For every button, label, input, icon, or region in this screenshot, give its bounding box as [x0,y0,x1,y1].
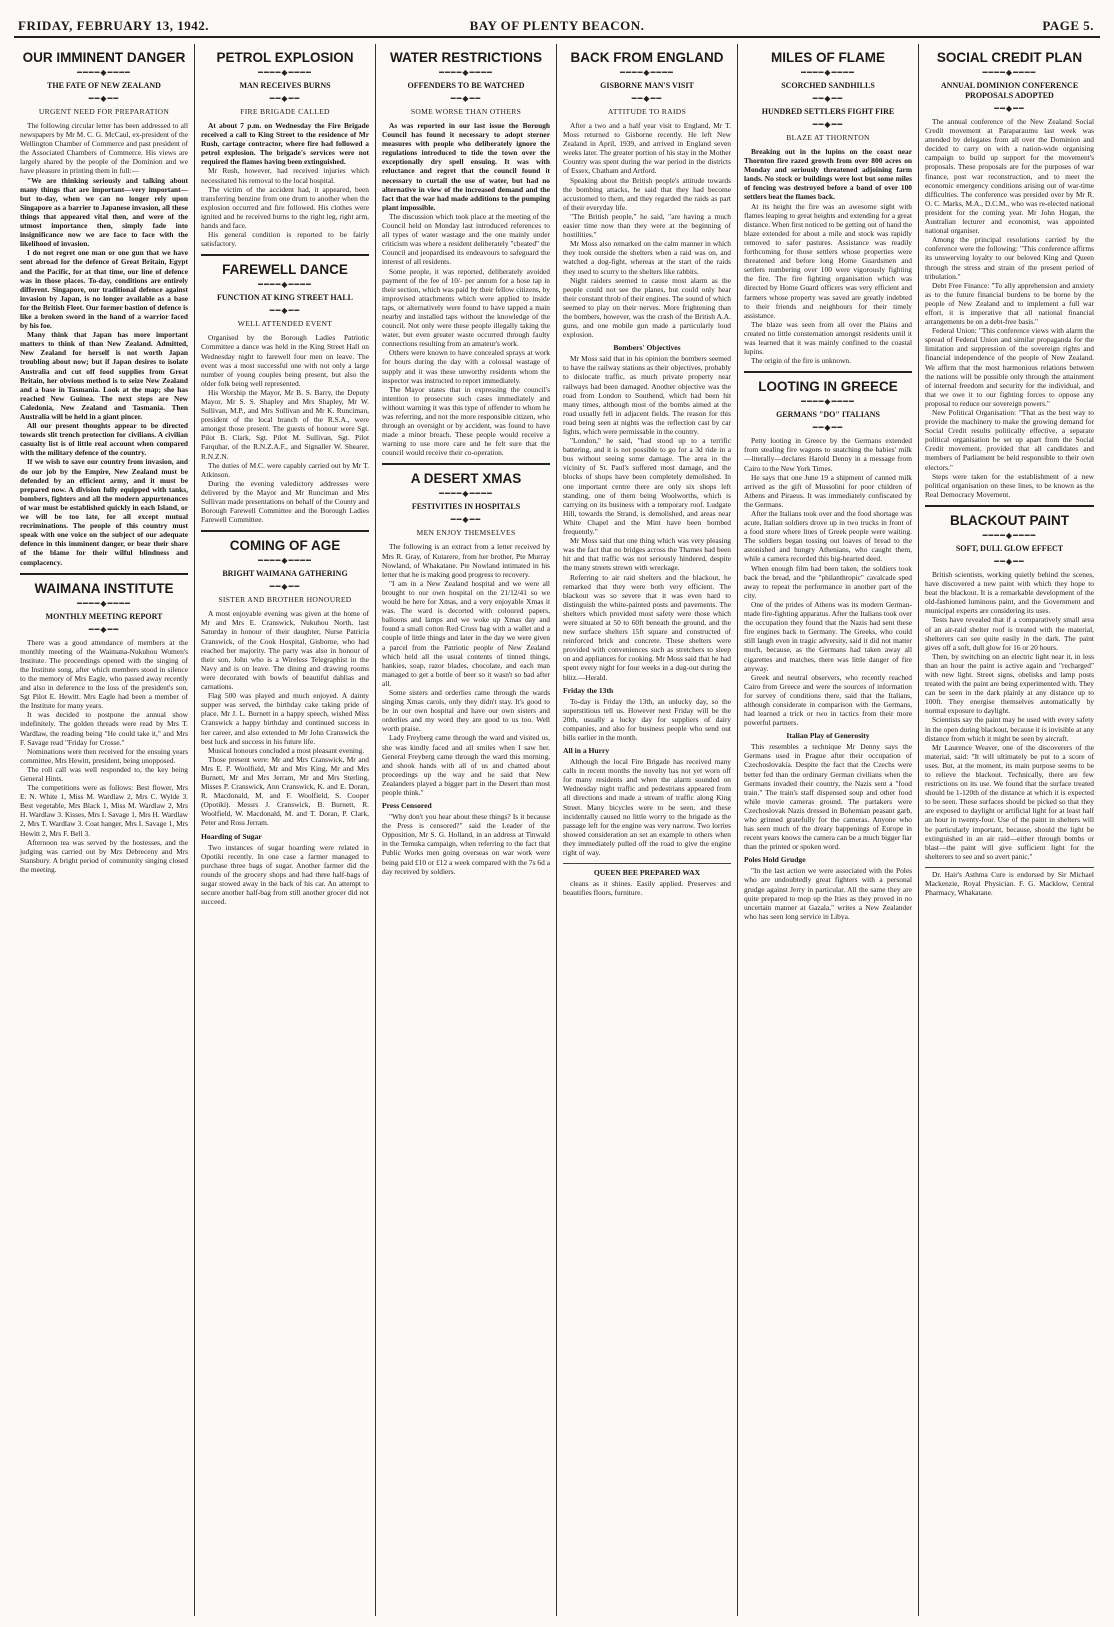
headline: BLACKOUT PAINT [950,512,1069,528]
column-3 [376,44,557,1616]
paragraph: Others were known to have concealed sprays at work for hours during the day with a colossal wastage of supply and it was these unworthy residents whom the inspector was instructed to report immediately. [382,348,550,385]
paragraph: Flag 500 was played and much enjoyed. A dainty supper was served, the birthday cake taking pride of place. Mr J. L. Burnett in a happy speech, wished Miss Cranswick a happy birthday and continued success in her career, and also extended to Mr John Cranswick the best luck and success in his future life. [201,691,369,746]
subheadline: MONTHLY MEETING REPORT [45,611,163,621]
headline: COMING OF AGE [229,538,341,554]
headline: WAIMANA INSTITUTE [34,580,174,596]
article-desert-xmas [382,471,550,797]
paragraph: Mr Moss said that one thing which was very pleasing was the fact that no bridges across the Thames had been hit and that traffic was not seriously hindered, despite the many streets strewn with wreckage. [563,536,731,573]
paragraph: During the evening valedictory addresses were delivered by the Mayor and Mr Runciman and Mrs Sullivan made presentations on behalf of the County and Borough Farewell Committee and the Borough Ladies Farewell Committee. [201,478,369,525]
section-heading: Hoarding of Sugar [201,831,262,841]
headline: A DESERT XMAS [410,471,522,487]
column-5 [738,44,919,1616]
subheadline: FUNCTION AT KING STREET HALL [216,293,354,303]
ornament-divider: ━━━━◆━━━━ [439,489,493,499]
paragraph: British scientists, working quietly behind the scenes, have discovered a new paint with which they hope to beat the blackout. It is a remarkable development of the old-fashioned luminous paint, and the Government and municipal experts are considering its uses. [925,569,1094,616]
paragraph: "The British people," he said, "are having a much easier time now than they were at the beginning of hostilities." [563,211,731,240]
ornament-divider: ━━◆━━ [450,515,482,525]
section-rule [563,863,731,864]
paragraph: Debt Free Finance: "To ally apprehension and anxiety as to the future financial burdens to be borne by the people of New Zealand and to implement a full war effort, it is imperative that all national financial arrangements be on a debt-free basis." [925,280,1094,327]
headline: WATER RESTRICTIONS [389,50,542,65]
column-1 [14,44,195,1616]
newspaper-title: BAY OF PLENTY BEACON. [469,18,645,33]
paragraph: A most enjoyable evening was given at the home of Mr and Mrs E. Cranswick, Nukuhou North, last Saturday in honour of their daughter, Nurse Patricia Cranswick, of the Cook Hospital, Gisborne, who had reached her majority. The party was also in honour of their son, John who is a Wireless Telegraphist in the Navy and is on leave. The dining and drawing rooms were decorated with bowls of beautiful dahlias and carnations. [201,609,369,692]
subheadline: GERMANS "DO" ITALIANS [776,410,880,420]
columns [14,44,1100,1616]
paragraph: The duties of M.C. were capably carried out by Mr T. Atkinson. [201,460,369,479]
paragraph: Greek and neutral observers, who recently reached Cairo from Greece and were the sources of information for survey of conditions there, said that the Italians, although considerate in comparison with the Germans, had learned a trick or two in tactics from their more powerful partners. [744,672,912,728]
paragraph: The roll call was well responded to, the key being General Hints. [20,764,188,783]
article-waimana-institute [20,581,188,874]
paragraph: After the Italians took over and the food shortage was acute, Italian soldiers drove up in two trucks in front of a food store where lines of Greek people were waiting. The soldiers began tossing out loaves of bread to the astonished and hungry Athenians, who caught them, while a camera recorded this big-hearted deed. [744,509,912,564]
ornament-divider: ━━◆━━ [269,94,301,103]
paragraph: Mr Laurence Weaver, one of the discoverers of the material, said: "It will ultimately be put to a score of uses. But, at the moment, its main purpose seems to be to relieve the blackout. Technically, there are few restrictions on its use. We found that the surface treated should be 1-120th of the distance at which it is expected to be seen. These surfaces should be picked so that they are exposed to daylight or artificial light for at least half an hour in twenty-four. Use of the paint in shelters will be particularly important, because, should the light be extinguished in an air raid—either through bombs or blast—the paint will give sufficient light for the shelterers to see and so avert panic." [925,742,1094,861]
subheadline-2: FIRE BRIGADE CALLED [240,107,330,116]
ornament-divider: ━━◆━━ [812,423,844,433]
ornament-divider: ━━━━◆━━━━ [77,598,131,608]
subheadline: BRIGHT WAIMANA GATHERING [222,569,348,579]
paragraph: One of the prides of Athens was its modern German-made fire-fighting apparatus. After the Italians took over the occupation they found that the Nazis had sent these fire engines back to Germany. The Greeks, who could still laugh even in tragic adversity, said it did not matter much, because, as the Germans had taken away all cigarettes and matches, there was little danger of fire anyway. [744,599,912,673]
subheadline-2: SISTER AND BROTHER HONOURED [218,595,352,605]
paragraph: The Mayor states that in expressing the council's intention to prosecute such cases immediately and without warning it was this type of offender to whom he was referring, and not the more responsible citizen, who through an oversight or by accident, was found to have made a minor breach. These people would receive a warning to use more care and he felt sure that the council would receive their co-operation. [382,384,550,458]
subheadline-2: BLAZE AT THORNTON [786,133,870,142]
paragraph: Steps were taken for the establishment of a new political organisation on these lines, to be known as the Real Democracy Movement. [925,471,1094,499]
article-coming-of-age [201,538,369,827]
paragraph: Referring to air raid shelters and the blackout, he remarked that they were both very efficient. The blackout was so severe that it was even hard to distinguish the white-painted posts and pavements. The shelters which provided most safety were those which were situated at 50 to 60ft beneath the ground, and the new surface shelters 15ft square and constructed of reinforced brick and concrete. These shelters were provided with conveniences such as stretchers to sleep on and appliances for cooking. Mr Moss said that he had spent every night for four weeks in a dug-out during the blitz.—Herald. [563,572,731,682]
paragraph: All our present thoughts appear to be directed towards slit trench protection for civilians. A civilian casualty list is of little real account when compared with the military defence of the country. [20,421,188,458]
article-blackout-paint [925,513,1094,861]
paragraph: Mr Moss also remarked on the calm manner in which they took outside the shelters when a raid was on, and watched a dog-fight, whereas at the start of the raids they used to scurry to the shelters like rabbits. [563,239,731,276]
section-rule [201,530,369,532]
ornament-divider: ━━━━◆━━━━ [801,397,855,407]
column-2 [195,44,376,1616]
issue-date: FRIDAY, FEBRUARY 13, 1942. [18,18,209,33]
paragraph: Those present were: Mr and Mrs Cranswick, Mr and Mrs E. P. Woolfield, Mr and Mrs King, Mr and Mrs Burnett, Mr and Mrs Jerram, Mr and Mrs Sterling, Misses P. Cranswick, Ann Cranswick, K. and E. Doran, R. Macdonald, M. and F. Woolfield, S. Cooper (Opotiki). Messrs J. Cranswick, B. Burnett, R. Woolfield, W. Macdonald, M. and T. Doran, P. Clark, Peter and Ross Jerram. [201,754,369,828]
ornament-divider: ━━━━◆━━━━ [439,68,493,77]
ornament-divider: ━━◆━━ [812,120,844,129]
paragraph: To-day is Friday the 13th, an unlucky day, so the superstitious tell us. However next Friday will be the 20th, usually a lucky day for suppliers of dairy companies, and also for business people who send out bills earlier in the month. [563,696,731,742]
headline: MILES OF FLAME [771,50,885,65]
ornament-divider: ━━◆━━ [88,624,120,634]
ornament-divider: ━━━━◆━━━━ [982,68,1037,77]
paragraph: The discussion which took place at the meeting of the Council held on Monday last introduced references to all types of water wastage and the one mainly under criticism was where a resident deliberately "cheated" the Council and jeopardised its endeavours to safeguard the interest of all residents. [382,211,550,267]
article-farewell-dance [201,262,369,524]
paragraph: Two instances of sugar hoarding were related in Opotiki recently. In one case a farmer managed to purchase three bags of sugar. Another farmer did the rounds of the grocery shops and had three half-bags of sugar stowed away in the back of his car. An attempt to secure another half-bag from still another grocer did not succeed. [201,842,369,907]
subheadline-2: WELL ATTENDED EVENT [237,319,333,329]
ornament-divider: ━━◆━━ [812,94,844,103]
paragraph: The origin of the fire is unknown. [751,356,851,366]
paragraph: After a two and a half year visit to England, Mr T. Moss returned to Gisborne recently. He left New Zealand in April, 1939, and arrived in England seven weeks later. The greater portion of his stay in the Mother Country was spent during the war period in the districts of Essex, Chatham and Artford. [563,121,731,176]
paragraph: Nominations were then received for the ensuing years committee, Mrs Hewitt, president, being unopposed. [20,746,188,765]
paragraph: Petty looting in Greece by the Germans extended from stealing fire wagons to snatching the babies' milk—literally—declares Harold Denny in a message from Cairo to the New York Times. [744,436,912,473]
article-petrol-explosion [201,50,369,248]
paragraph: "In the last action we were associated with the Poles who are undoubtedly great fighters with a personal grudge against Jerry in particular. All the same they are quite prepared to mop up the Ities as they proved in no uncertain manner at Gazala," writes a New Zealander who has seen long service in Libya. [744,866,912,921]
section-rule [20,573,188,575]
article-social-credit-plan [925,50,1094,499]
headline: BACK FROM ENGLAND [570,50,724,65]
paragraph: Scientists say the paint may be used with every safety in the open during blackout, because it is invisible at any distance from which it might be seen by aircraft. [925,715,1094,743]
ornament-divider: ━━━━◆━━━━ [620,68,674,77]
paragraph: "I am in a New Zealand hospital and we were all brought to our own hospital on the 21/12/41 so we would be here for Xmas, and a very enjoyable Xmas it was. The ward is decorted with coloured papers, balloons and lamps and we woke up Xmas day and found a small cotton Red Cross bag with a wallet and a couple of little things and later in the day we were given a parcel from the Patriotic people of New Zealand which held all the usual contents of tinned things, hankies, soap, razor blades, chocolate, and each man managed to get a bottle of beer so it wasn't so bad after all. [382,578,550,688]
ornament-divider: ━━━━◆━━━━ [801,68,855,77]
subheadline: SCORCHED SANDHILLS [781,81,875,90]
paragraph: The blaze was seen from all over the Plains and created no little consternation amongst residents until it was learned that it was mainly confined to the coastal lupins. [744,319,912,357]
ornament-divider: ━━◆━━ [631,94,663,103]
subheadline-2: MEN ENJOY THEMSELVES [416,528,516,538]
paragraph: Breaking out in the lupins on the coast near Thornton fire razed growth from over 800 acres on Monday and seriously threatened adjoining farm lands. No stock or buildings were lost but some miles of fencing was destroyed before a band of over 100 settlers beat the flames back. [744,147,912,202]
subheadline: SOFT, DULL GLOW EFFECT [955,543,1064,553]
paragraph: "London," he said, "had stood up to a terrific battering, and it is not possible to go for a 3d ride in a bus without seeing some damage. The area in the vicinity of St. Paul's suffered most damage, and the blocks of shops have been completely demolished. In one important centre there are only six shops left standing, one of them being Woolworths, which is carrying on its business with a temporary roof. Ludgate Hill, towards the Strand, is demolished, and areas near White Chapel and the Mint have been bombed frequently." [563,436,731,537]
section-rule [925,505,1094,507]
paragraph: "Why don't you hear about these things? Is it because the Press is censored?" said the Leader of the Opposition, Mr S. G. Holland, in an address at Tinwald in the Temuka campaign, when referring to the fact that Public Works men going overseas on war work were being paid £10 or £12 a week compared with the 7s 6d a day received by soldiers. [382,812,550,876]
paragraph: "We are thinking seriously and talking about many things that are important—very important—but to-day, when we can no longer rely upon Singapore as a barrier to Japanese invasion, all these things that appeared vital then, and were of the utmost importance then, simply fade into insignificance now we are face to face with the likelihood of invasion. [20,175,188,249]
ornament-divider: ━━◆━━ [88,94,120,103]
paragraph: At about 7 p.m. on Wednesday the Fire Brigade received a call to King Street to the residence of Mr Rush, cartage contractor, where fire had followed a petrol explosion. The brigade's services were not required the flames having been extinguished. [201,121,369,167]
ornament-divider: ━━◆━━ [994,104,1025,113]
ornament-divider: ━━━━◆━━━━ [258,280,312,290]
paragraph: Then, by switching on an electric light near it, in less than an hour the paint is active again and "recharged" with new light. Street signs, obelisks and lamp posts treated with the paint are being experimented with. They can be seen in the dark plainly at any distance up to 100ft. They energise themselves automatically by normal exposure to daylight. [925,651,1094,716]
ornament-divider: ━━━━◆━━━━ [77,68,131,77]
paragraph: Among the principal resolutions carried by the conference were the following: "This conference affirms its unswerving loyalty to our beloved King and Queen through the stress and strain of the present period of tribulation." [925,235,1094,281]
paragraph: It was decided to postpone the annual show indefinitely. The golden threads were read by Mrs T. Wardlaw, the reading being "He could take it," and Mrs F. Savage read "Friday for Crosse." [20,710,188,747]
section-heading: Friday the 13th [563,685,614,695]
column-4 [557,44,738,1616]
paragraph: Tests have revealed that if a comparatively small area of an air-raid shelter roof is treated with the material, shelterers can see quite easily in the dark. The paint gives off a soft, dull glow for 16 or 20 hours. [925,615,1094,652]
article-miles-of-flame [744,50,912,365]
subheadline: ANNUAL DOMINION CONFERENCE PROPOSALS ADOPTED [940,81,1079,100]
paragraph: His Worship the Mayor, Mr B. S. Barry, the Deputy Mayor, Mr S. S. Shapley and Mrs Shapley, Mr W. Sullivan, M.P., and Mrs Sullivan and Mr K. Runciman, president of the local branch of the R.S.A., were amongst those present. The guests of honour were Sgt. Pilot B. Clark, Sgt. Pilot M. Sullivan, Sgt. Pilot Farquhar, of the R.N.Z.A.F., and Signaller W. Shearer, R.N.Z.N. [201,387,369,461]
section-rule [382,463,550,465]
subheadline-2: SOME WORSE THAN OTHERS [410,107,522,116]
section-rule [201,254,369,256]
section-heading: Poles Hold Grudge [744,855,806,865]
article-imminent-danger [20,50,188,567]
paragraph: Some people, it was reported, deliberately avoided payment of the fee of 10/- per annum for a hose tap in their section, which was paid by their fellow citizens, by improvised attachments which were applied to inside taps, or alternatively were found to have tapped a main nearby and installed taps without the knowledge of the council. Not only were these people illegally taking the water, but even greater waste occurred through faulty connections resulting from an amateur's work. [382,266,550,349]
ornament-divider: ━━◆━━ [994,556,1025,566]
paragraph: This resembles a technique Mr Denny says the Germans used in Prague after their occupation of Czechoslovakia. Despite the fact that the Czechs were better fed than the ordinary German civilians when the Germans invaded their country, the Nazis sent a "food train." The train's staff dispensed soup and other food while movie cameras ground. The partakers were Czechoslovak Nazis dressed in Bohemian peasant garb, who grinned gratefully for the cameras. Anyone who has seen much of the dreary happenings of Europe in recent years knows the camera can be a much bigger liar than the printed or spoken word. [744,742,912,852]
section-heading: Bombers' Objectives [613,343,681,353]
advert-text: Dr. Hair's Asthma Cure is endorsed by Sir Michael Mackenzie, Royal Physician. F. G. Macklow, Central Pharmacy, Whakatane. [925,869,1094,898]
paragraph: Lady Freyberg came through the ward and visited us, she was kindly faced and all smiles when I saw her. General Freyberg came through the ward this morning, and shook hands with all of us and chatted about proceedings up the way and he said that New Zealanders played a bigger part in the Desert than most people think." [382,733,550,797]
subheadline: FESTIVITIES IN HOSPITALS [411,502,521,512]
paragraph: Mr Rush, however, had received injuries which necessitated his removal to the local hospital. [201,166,369,185]
paragraph: The following is an extract from a letter received by Mrs R. Gray, of Kutarere, from her brother, Pte Murray Nowland, of Whakatane. Pte Nowland intimated in his letter that he is making good progress to recovery. [382,542,550,579]
section-heading: Press Censored [382,801,432,811]
subheadline-b: HUNDRED SETTLERS FIGHT FIRE [761,107,895,116]
article-looting-in-greece [744,379,912,921]
subheadline: MAN RECEIVES BURNS [239,81,331,90]
ornament-divider: ━━◆━━ [269,306,301,316]
headline: OUR IMMINENT DANGER [22,50,186,65]
paragraph: Some sisters and orderlies came through the wards singing Xmas carols, only they didn't stay. It's good to be in our own hospital and have our own sisters and orderlies and my word they are good to us too. Well worth praise. [382,687,550,734]
ornament-divider: ━━━━◆━━━━ [982,530,1037,540]
subheadline: THE FATE OF NEW ZEALAND [47,81,161,90]
paragraph: The competitions were as follows: Best flower, Mrs E. N. White 1, Miss M. Wardlaw 2, Mrs C. Wylde 3. Best vegetable, Mrs Black 1, Miss M. Wardlaw 2, Mrs H. Wardlaw 3. Kisses, Mrs I. Savage 1, Mrs H. Wardlaw 2, Mrs T. Wardlaw 3. Coat hanger, Mrs I. Savage 1, Mrs Hewitt 2, Mrs F. Bell 3. [20,783,188,838]
paragraph: As was reported in our last issue the Borough Council has found it necessary to adopt sterner measures with people who deliberately ignore the regulations introduced to tide the town over the exceptionally dry spell ensuing. It was with reluctance and regret that the council found it necessary to curtail the use of water, but had no alternative in view of the increased demand and the fact that the war had made additions to the pumping plant impossible. [382,121,550,212]
paragraph: He says that one June 19 a shipment of canned milk arrived as the gift of Mussolini for poor children of Athens and Piraeus. It was immediately confiscated by the Germans. [744,472,912,509]
paragraph: When enough film had been taken, the soldiers took back the bread, and the "philanthropic" cavalcade sped away to repeat the performance in another part of the city. [744,563,912,600]
section-rule [744,371,912,373]
ornament-divider: ━━◆━━ [450,94,482,103]
paragraph: Many think that Japan has more important matters to think of than New Zealand. Admitted, New Zealand for herself is not worth Japan troubling about now; but if Japan desires to isolate Australia and cut off food supplies from Great Britain, her obvious method is to seize New Zealand and a base in Tasmania. Look at the map; she has reached New Guinea. The next steps are New Caledonia, New Zealand and Tasmania. Then Australia will be held in a giant pincer. [20,330,188,421]
headline: LOOTING IN GREECE [758,379,898,395]
article-back-from-england [563,50,731,682]
headline: SOCIAL CREDIT PLAN [936,50,1083,65]
paragraph: At its height the fire was an awesome sight with flames leaping to great heights and extending for a great distance. When first noticed to be getting out of hand the blaze extended for about a mile and stock was rapidly removed to safer pastures. Assistance was readily forthcoming for those settlers whose properties were threatened and before long Home Guardsmen and settlers numbering over 100 were vigorously fighting the fire. The fire fighting organisation which was directed by Home Guard officers was very efficient and farmers whose property was saved are greatly indebted to their friends and neighbours for their timely assistance. [744,201,912,320]
paragraph: Mr Moss said that in his opinion the bombers seemed to have the railway stations as their objectives, probably to dislocate traffic, as much private property near railways had been damaged. Another objective was the road from London to Southend, which had been hit many times, although most of the bombs aimed at the road usually fell in adjacent fields. The reason for this road being seen at nights was the reflection cast by car lights, which were permissable in the country. [563,354,731,436]
advert-text: cleans as it shines. Easily applied. Preserves and beautifies floors, furniture. [563,879,731,898]
paragraph: Musical honours concluded a most pleasant evening. [208,745,365,755]
subheadline: OFFENDERS TO BE WATCHED [407,81,525,90]
column-6 [919,44,1100,1616]
ornament-divider: ━━━━◆━━━━ [258,556,312,566]
ornament-divider: ━━━━◆━━━━ [258,68,312,77]
article-water-restrictions [382,50,550,457]
paragraph: New Political Organisation: "That as the best way to provide the machinery to make the growing demand for Social Credit results politically effective, a separate political organisation be set up apart from the Social Credit movement, provided that all candidates and members of Parliament be held responsible to their own electors." [925,408,1094,472]
paragraph: The following circular letter has been addressed to all newspapers by Mr M. C. G. McCaul, ex-president of the Wellington Chamber of Commerce and past president of the Associated Chambers of Commerce. His views are largely shared by the people of the Dominion and we have pleasure in printing them in full:— [20,121,188,176]
paragraph: Afternoon tea was served by the hostesses, and the judging was carried out by Mrs Debreceny and Mrs Stansbury. A bright period of community singing closed the meeting. [20,837,188,874]
paragraph: The victim of the accident had, it appeared, been transferring benzine from one drum to another when the explosion occurred and fire followed. His clothes were ignited and he received burns to the right leg, right arm, hands and face. [201,184,369,231]
paragraph: His general condition is reported to be fairly satisfactory. [201,230,369,249]
paragraph: If we wish to save our country from invasion, and do our job by the Empire, New Zealand must be defended by an efficient army, and it must be prepared now. A division fully equipped with tanks, bombers, fighters and all the modern appurtenances of war must be established quickly in each Island, or we will be too late, for all except mutual recriminations. The people of this country must speak with one voice on the subject of our adequate defence in this imminent danger, or bear their share of the blame for their wilful blindness and complacency. [20,457,188,567]
paragraph: Although the local Fire Brigade has received many calls in recent months the novelty has not yet worn off for many residents and when the alarm sounded on Wednesday night traffic and pedestrians appeared from all directions and made a stream of traffic along King Street. Many bicycles were to be seen, and these incidentally caused no little worry to the brigade as the passage left for the engine was very narrow. Two lorries showed consideration an set an example to others when they immediately pulled off the road to give the engine right of way. [563,757,731,858]
subheadline-2: URGENT NEED FOR PREPARATION [38,107,170,116]
subheadline: GISBORNE MAN'S VISIT [600,81,694,90]
subheadline-2: ATTITUDE TO RAIDS [607,107,687,116]
paragraph: I do not regret one man or one gun that we have sent abroad for the defence of Great Britain, Egypt and the Pacific, for at that time, our line of defence was in those places. To-day, conditions are entirely different. Singapore, our traditional defence against invasion by Japan, is no longer available as a base for the British Fleet. Our former bastion of defence is like a broken sword in the hand of a warrior faced by his foe. [20,248,188,331]
page-number: PAGE 5. [1042,18,1094,33]
section-rule [925,867,1094,868]
paragraph: Night raiders seemed to cause most alarm as the people could not see the planes, but could only hear their constant throb of their engines. The sound of which seemed to play on their nerves. More frightening than the bombers, however, was the crash of the British A.A. guns, and one mobile gun made a particularly loud explosion. [563,275,731,340]
paragraph: There was a good attendance of members at the monthly meeting of the Waimana-Nukuhou Women's Institute. The proceedings opened with the singing of the Institute song, after which members stood in silence to the memory of Mrs Eagle, who passed away recently and also in deference to the loss of the president's son, Sgt Pilot E. Hewitt. Mrs Eagle had been a member of the Institute for many years. [20,637,188,711]
paragraph: Federal Union: "This conference views with alarm the spread of Federal Union and similar propaganda for the limitation and suppression of the sovereign rights and financial independence of the people of New Zealand. We affirm that the most harmonious relations between the nations will be possible only through the attainment of internal freedom and security for the individual, and that we owe it to our fighting forces to oppose any proposal to reduce our sovereign powers." [925,326,1094,408]
section-heading: Italian Play of Generosity [786,731,870,741]
paragraph: Speaking about the British people's attitude towards the bombing attacks, he said that they had become accustomed to them, and they regarded the raids as part of their everyday life. [563,175,731,212]
headline: FAREWELL DANCE [222,262,348,278]
ornament-divider: ━━◆━━ [269,582,301,592]
masthead [14,14,1100,38]
headline: PETROL EXPLOSION [216,50,354,65]
paragraph: Organised by the Borough Ladies Patriotic Committee a dance was held in the King Street Hall on Wednesday night to farewell four men on leave. The event was a most successful one with not only a large number of young couples being present, but also the older folk being well represented. [201,333,369,388]
section-heading: All in a Hurry [563,746,610,756]
paragraph: The annual conference of the New Zealand Social Credit movement at Paraparaumu last week was attended by delegates from all over the Dominion and decided to carry on with a nation-wide organising campaign to build up support for the movement's proposals. These proposals are for the purposes of war finance, post war reconstruction, and to meet the economic emergency conditions arising out of war-time difficulties. The conference was presided over by Mr R. O. C. Marks, M.A., D.C.M., who was re-elected national president for the coming year. Mr John Hogan, the Australian lecturer and economist, was appointed national organiser. [925,117,1094,236]
advert-heading: QUEEN BEE PREPARED WAX [593,868,701,878]
